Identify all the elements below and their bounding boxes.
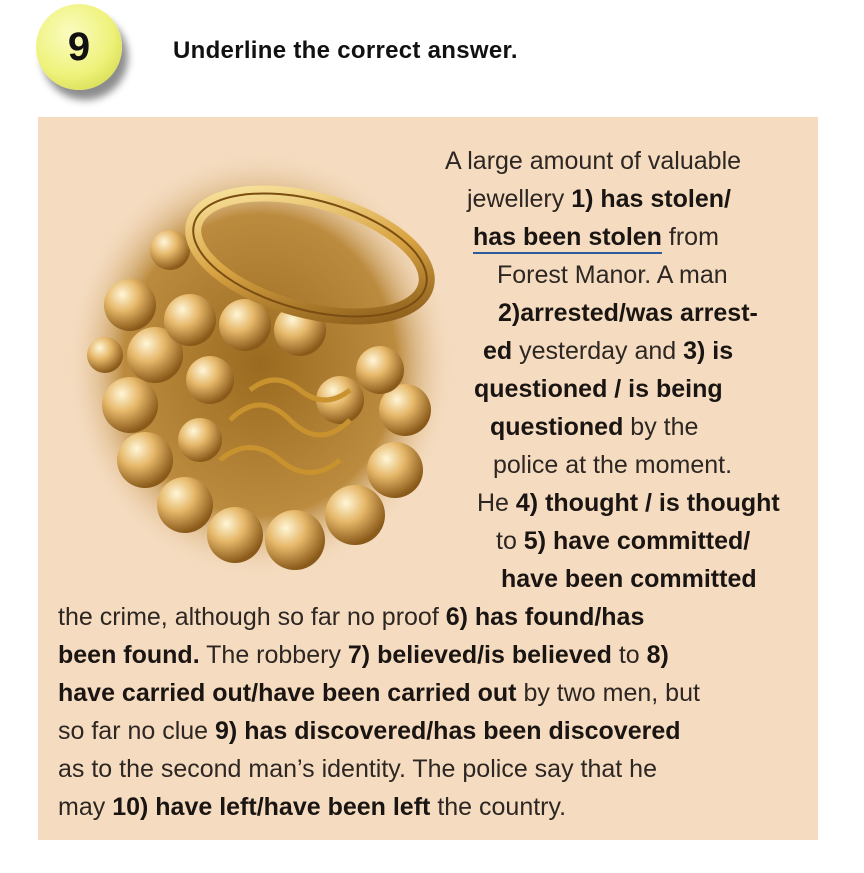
passage-text: so far no clue [58, 717, 216, 745]
passage-text: jewellery [467, 185, 572, 213]
answer-option-7[interactable]: 7) believed/is believed [347, 641, 612, 669]
answer-option-3[interactable]: 3) is [683, 337, 734, 365]
answer-option-1a[interactable]: 1) has stolen/ [571, 185, 731, 213]
passage-line-16 [58, 712, 681, 750]
answer-option-8[interactable]: 8) [646, 641, 669, 669]
passage-text: by two men, but [516, 679, 700, 707]
answer-option-5-cont[interactable]: have been committed [501, 565, 757, 593]
passage-text: The robbery [199, 641, 348, 669]
answer-option-6[interactable]: 6) has found/has [445, 603, 645, 631]
passage-line-9: police at the moment. [493, 451, 733, 479]
exercise-number: 9 [67, 24, 91, 69]
answer-option-6-cont[interactable]: been found. [58, 641, 200, 669]
answer-option-2-cont[interactable]: ed [483, 337, 513, 365]
answer-option-3-end[interactable]: questioned [490, 413, 624, 441]
passage-line-12 [501, 560, 757, 598]
answer-option-2[interactable]: 2)arrested/was arrest- [498, 299, 758, 327]
jewellery-photo [60, 140, 460, 580]
passage-text: the country. [430, 793, 567, 821]
answer-option-4[interactable]: 4) thought / is thought [515, 489, 780, 517]
passage-line-8 [490, 408, 698, 446]
passage-line-17: as to the second man’s identity. The police say that he [58, 755, 657, 783]
passage-text: by the [623, 413, 699, 441]
answer-option-3-cont[interactable]: questioned / is being [474, 375, 723, 403]
passage-line-14 [58, 636, 669, 674]
passage-line-6 [483, 332, 733, 370]
passage-line-1: A large amount of valuable [445, 147, 742, 175]
passage-line-10 [477, 484, 780, 522]
passage-line-15 [58, 674, 700, 712]
passage-line-18 [58, 788, 566, 826]
answer-option-8-cont[interactable]: have carried out/have been carried out [58, 679, 517, 707]
answer-option-5[interactable]: 5) have committed/ [523, 527, 751, 555]
passage-text: He [477, 489, 516, 517]
passage-text: may [58, 793, 113, 821]
passage-line-4: Forest Manor. A man [497, 261, 728, 289]
passage-line-3 [473, 218, 719, 256]
passage-line-7 [474, 370, 723, 408]
passage-line-5 [498, 294, 758, 332]
exercise-number-badge [36, 4, 122, 90]
passage-line-2 [467, 180, 731, 218]
passage-text: yesterday and [512, 337, 684, 365]
passage-text: from [661, 223, 719, 251]
passage-line-11 [496, 522, 750, 560]
exercise-instruction: Underline the correct answer. [173, 37, 518, 64]
answer-option-10[interactable]: 10) have left/have been left [112, 793, 431, 821]
passage-text: to [611, 641, 647, 669]
answer-option-1b-underlined[interactable]: has been stolen [473, 223, 662, 251]
passage-text: to [496, 527, 524, 555]
passage-text: the crime, although so far no proof [58, 603, 446, 631]
answer-option-9[interactable]: 9) has discovered/has been discovered [215, 717, 681, 745]
passage-line-13 [58, 598, 644, 636]
